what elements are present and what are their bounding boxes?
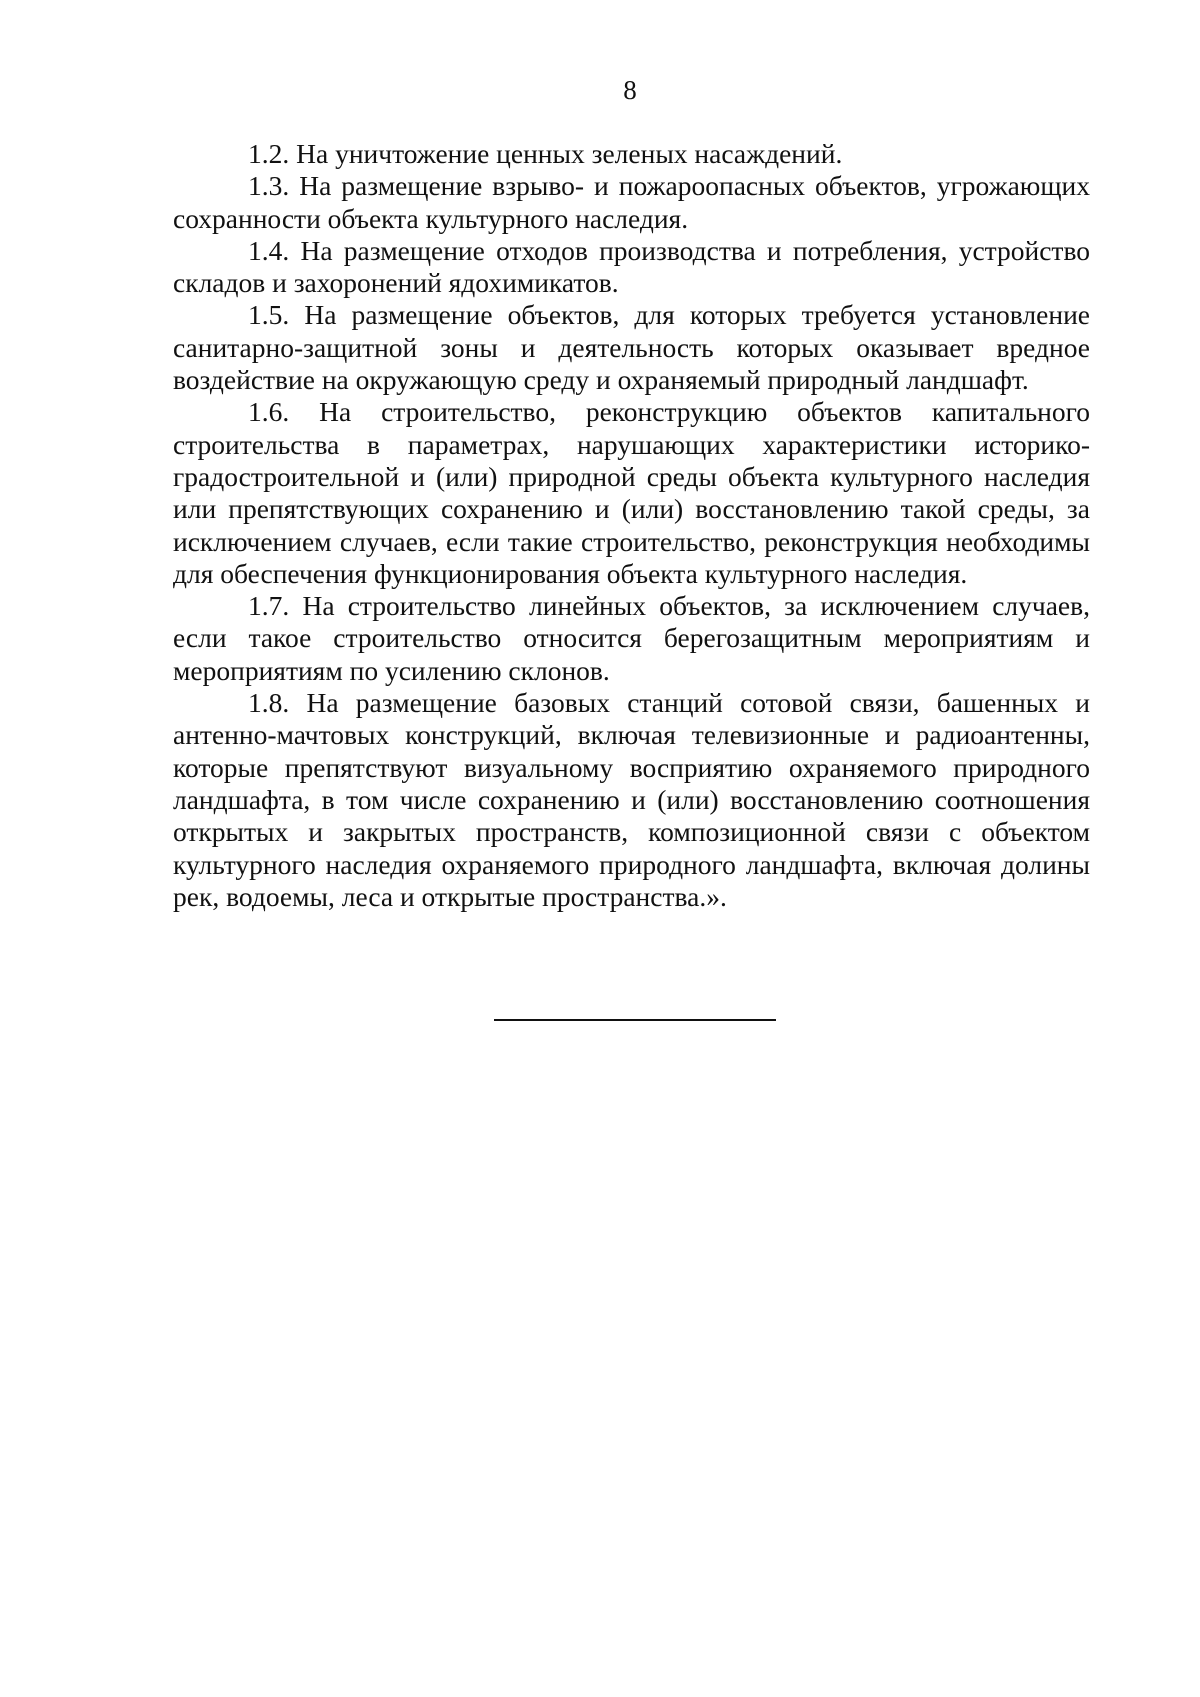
paragraph-1-4: 1.4. На размещение отходов производства и потребления, устройство складов и захоронений ядохимикатов. xyxy=(173,234,1090,299)
page-number: 8 xyxy=(623,75,637,105)
paragraph-1-2: 1.2. На уничтожение ценных зеленых насаждений. xyxy=(248,138,843,169)
end-divider-line xyxy=(494,1019,776,1021)
paragraph-1-8: 1.8. На размещение базовых станций сотовой связи, башенных и антенно-мачтовых конструкций, включая телевизионные и радиоантенны, которые препятствуют визуальному восприятию охраняемого природного ландшафта, в том числе сохранению и (или) восстановлению соотношения открытых и закрытых пространств, композиционной связи с объектом культурного наследия охраняемого природного ландшафта, включая долины рек, водоемы, леса и открытые пространства.». xyxy=(173,687,1090,912)
paragraph-1-7: 1.7. На строительство линейных объектов, за исключением случаев, если такое строительство относится берегозащитным мероприятиям и мероприятиям по усилению склонов. xyxy=(173,590,1090,686)
paragraph-1-3: 1.3. На размещение взрыво- и пожароопасных объектов, угрожающих сохранности объекта культурного наследия. xyxy=(173,170,1090,234)
paragraph-1-6: 1.6. На строительство, реконструкцию объектов капитального строительства в параметрах, нарушающих характеристики историко-градостроительной и (или) природной среды объекта культурного наследия или препятствующих сохранению и (или) восстановлению такой среды, за исключением случаев, если такие строительство, реконструкция необходимы для обеспечения функционирования объекта культурного наследия. xyxy=(173,396,1090,589)
paragraph-1-5: 1.5. На размещение объектов, для которых требуется установление санитарно-защитной зоны и деятельность которых оказывает вредное воздействие на окружающую среду и охраняемый природный ландшафт. xyxy=(173,299,1090,396)
document-body xyxy=(173,138,1090,913)
